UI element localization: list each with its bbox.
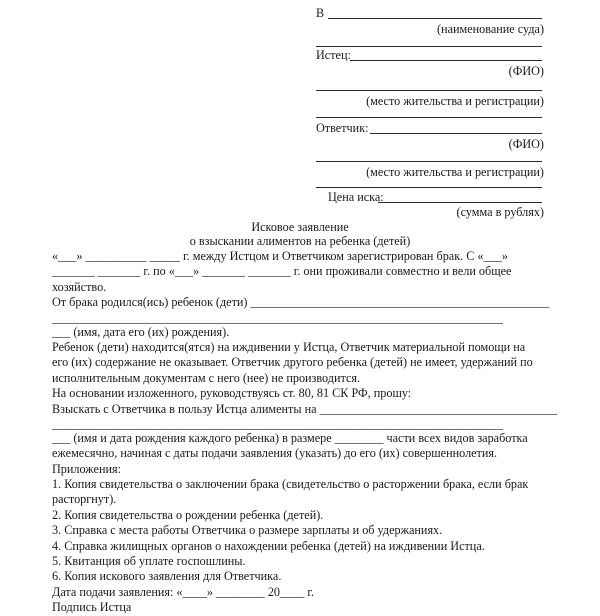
plaintiff-label: Истец: xyxy=(316,48,351,62)
child-blank-line: __________________________________________________________________________ xyxy=(52,310,503,325)
dependency-line-2: его (их) содержание не оказывает. Ответчик другого ребенка (детей) не имеет, удержаний по xyxy=(52,355,533,370)
defendant-address-line-2 xyxy=(316,177,542,188)
document-body xyxy=(52,249,558,616)
marriage-line-2: _______ _______ г. по «___» _______ _______ г. они проживали совместно и вели общее xyxy=(52,264,512,279)
plaintiff-address-line-2 xyxy=(316,107,542,118)
claim-price-label: Цена иска: xyxy=(328,190,384,204)
document-title: Исковое заявление xyxy=(251,220,349,234)
child-born-line: От брака родился(ись) ребенок (дети) _________________________________________________ xyxy=(52,295,550,310)
court-name-line-2 xyxy=(316,36,542,47)
defendant-name-line xyxy=(370,121,542,134)
claim-price-line xyxy=(378,190,542,203)
court-caption: (наименование суда) xyxy=(437,22,544,36)
basis-line: На основании изложенного, руководствуясь ст. 80, 81 СК РФ, прошу: xyxy=(52,386,412,401)
child-caption: ___ (имя, дата его (их) рождения). xyxy=(52,324,230,339)
dependency-line-3: исполнительным документам с него (нее) не производится. xyxy=(52,370,361,385)
defendant-address-line xyxy=(316,151,542,162)
claim-price-caption: (сумма в рублях) xyxy=(456,205,544,219)
attachment-item: 4. Справка жилищных органов о нахождении ребенка (детей) на иждивении Истца. xyxy=(52,538,485,553)
defendant-label: Ответчик: xyxy=(316,121,369,135)
attachment-item: расторгнут). xyxy=(52,492,117,507)
plaintiff-name-line xyxy=(350,48,542,61)
attachment-item: 6. Копия искового заявления для Ответчика. xyxy=(52,569,282,584)
court-prefix: В xyxy=(316,6,325,20)
defendant-fio-caption: (ФИО) xyxy=(508,137,544,151)
marriage-line-1: «___» __________ _____ г. между Истцом и Ответчиком зарегистрирован брак. С «___» xyxy=(52,249,508,263)
signature-line: Подпись Истца xyxy=(52,600,132,615)
court-name-line xyxy=(328,7,542,19)
request-line-3: ежемесячно, начиная с даты подачи заявления (указать) до его (их) совершеннолетия. xyxy=(52,446,498,461)
plaintiff-fio-caption: (ФИО) xyxy=(508,64,544,78)
attachment-item: 5. Квитанция об уплате госпошлины. xyxy=(52,554,246,569)
filing-date-line: Дата подачи заявления: «____» ________ 20____ г. xyxy=(52,584,315,599)
plaintiff-address-caption: (место жительства и регистрации) xyxy=(366,94,544,108)
attachment-item: 1. Копия свидетельства о заключении брака (свидетельство о расторжении брака, если брак xyxy=(52,477,529,492)
request-line-1: Взыскать с Ответчика в пользу Истца алименты на _______________________________________ xyxy=(52,401,558,416)
request-blank-line: __________________________________________________________________________ xyxy=(52,416,503,431)
request-line-2: ___ (имя и дата рождения каждого ребенка) в размере ________ части всех видов заработка xyxy=(52,430,528,445)
attachments-title: Приложения: xyxy=(52,461,121,476)
document-subtitle: о взыскании алиментов на ребенка (детей) xyxy=(189,234,411,248)
defendant-address-caption: (место жительства и регистрации) xyxy=(366,165,544,179)
plaintiff-address-line xyxy=(316,80,542,91)
attachment-item: 2. Копия свидетельства о рождении ребенка (детей). xyxy=(52,507,324,522)
dependency-line-1: Ребенок (дети) находится(ятся) на иждивении у Истца, Ответчик материальной помощи на xyxy=(52,339,526,354)
marriage-line-3: хозяйство. xyxy=(52,279,107,294)
attachment-item: 3. Справка с места работы Ответчика о размере зарплаты и об удержаниях. xyxy=(52,523,443,538)
